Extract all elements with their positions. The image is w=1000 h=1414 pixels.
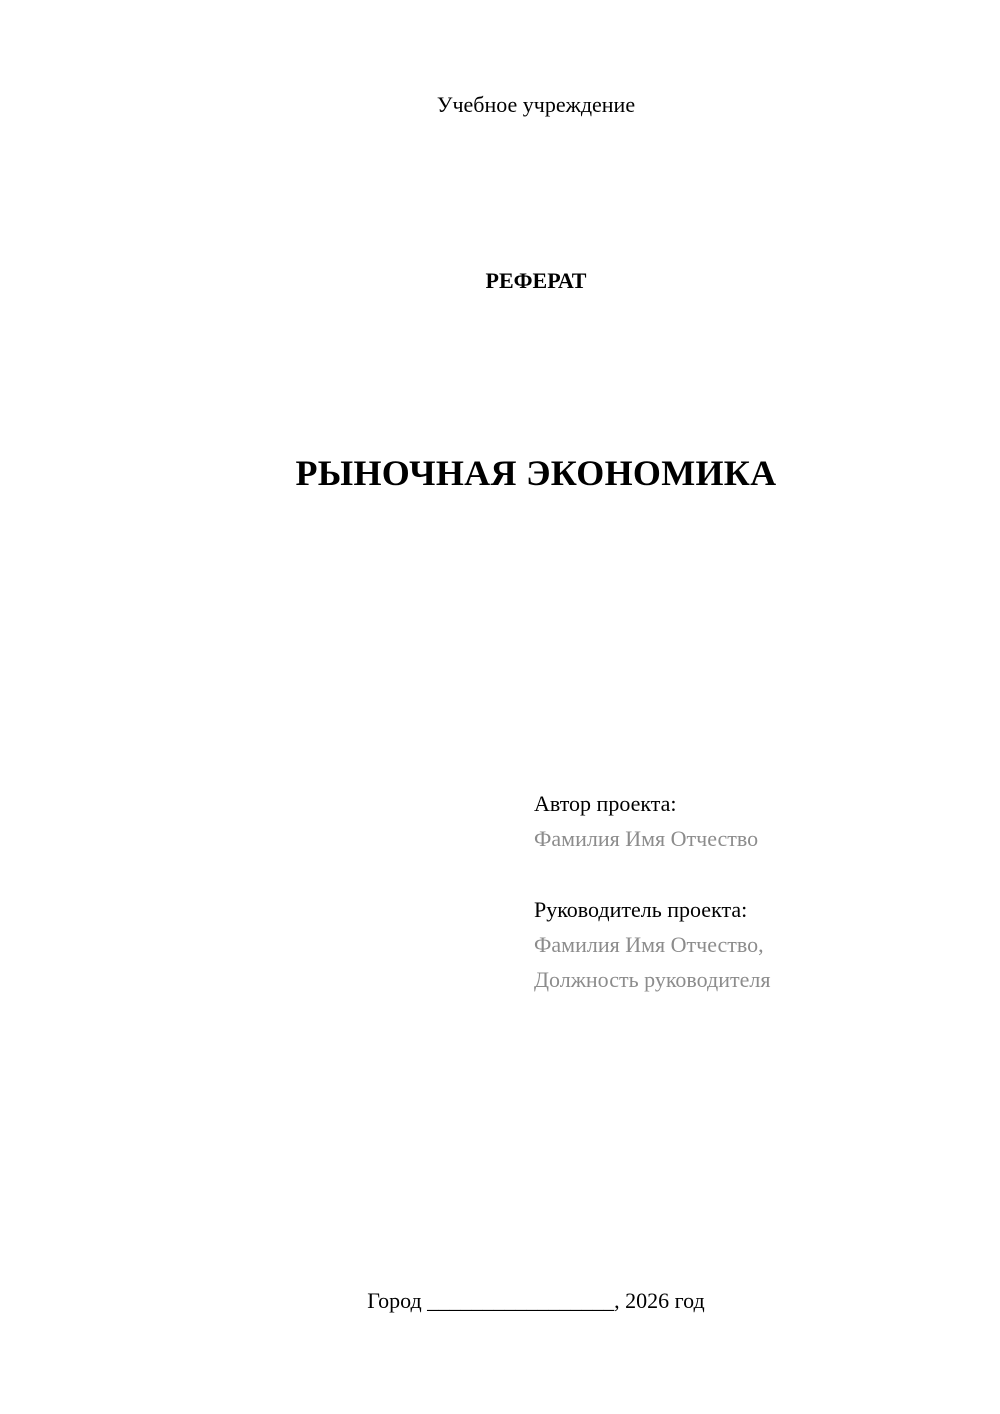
city-year-footer: Город _________________, 2026 год (367, 1288, 705, 1313)
author-block (534, 786, 758, 856)
supervisor-block (534, 892, 770, 997)
supervisor-name: Фамилия Имя Отчество, (534, 932, 764, 957)
page-title: РЫНОЧНАЯ ЭКОНОМИКА (295, 453, 777, 493)
author-name: Фамилия Имя Отчество (534, 826, 759, 851)
supervisor-position: Должность руководителя (534, 967, 771, 992)
document-type: РЕФЕРАТ (485, 268, 587, 293)
institution-name: Учебное учреждение (436, 92, 636, 117)
supervisor-label: Руководитель проекта: (534, 897, 748, 922)
author-label: Автор проекта: (534, 791, 677, 816)
